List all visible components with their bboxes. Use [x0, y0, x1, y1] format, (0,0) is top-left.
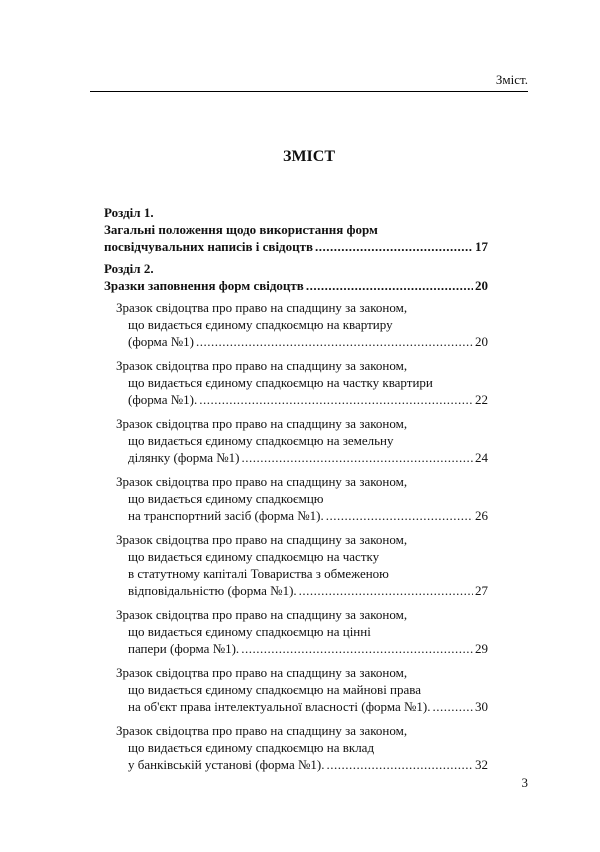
section-title-line: Загальні положення щодо використання форм: [104, 222, 378, 237]
toc-page-number: 22: [475, 392, 488, 407]
entry-line: що видається єдиному спадкоємцю: [128, 491, 324, 506]
toc-page-number: 32: [475, 757, 488, 772]
toc-page-number: 20: [475, 278, 488, 293]
toc-entry[interactable]: [116, 415, 488, 466]
toc-entry-text: (форма №1): [128, 334, 194, 349]
toc-entry-text: на об'єкт права інтелектуальної власності (форма №1).: [128, 699, 431, 714]
entry-line: в статутному капіталі Товариства з обмеженою: [128, 566, 389, 581]
dot-leader: [315, 238, 473, 255]
entry-line: що видається єдиному спадкоємцю на частку квартири: [128, 375, 433, 390]
toc-entry[interactable]: [116, 664, 488, 715]
toc-entry-text: ділянку (форма №1): [128, 450, 240, 465]
toc-leader-line[interactable]: [116, 698, 488, 715]
dot-leader: [432, 698, 473, 715]
toc-entry[interactable]: [116, 357, 488, 408]
entry-line: що видається єдиному спадкоємцю на цінні: [128, 624, 371, 639]
dot-leader: [299, 582, 473, 599]
entry-first-line: Зразок свідоцтва про право на спадщину за законом,: [116, 723, 408, 738]
entry-line: що видається єдиному спадкоємцю на вклад: [128, 740, 375, 755]
dot-leader: [326, 756, 473, 773]
toc-leader-line[interactable]: [116, 582, 488, 599]
toc-leader-line[interactable]: [104, 238, 488, 255]
toc-entry[interactable]: [116, 299, 488, 350]
toc-section: [104, 260, 488, 294]
entry-first-line: Зразок свідоцтва про право на спадщину за законом,: [116, 416, 408, 431]
running-head: [90, 72, 528, 92]
toc-leader-line[interactable]: [104, 277, 488, 294]
entry-first-line: Зразок свідоцтва про право на спадщину за законом,: [116, 474, 408, 489]
toc-entry[interactable]: [116, 722, 488, 773]
toc-entry-text: Зразки заповнення форм свідоцтв: [104, 278, 304, 293]
dot-leader: [306, 277, 473, 294]
toc-page-number: 17: [475, 239, 488, 254]
entry-first-line: Зразок свідоцтва про право на спадщину за законом,: [116, 665, 408, 680]
toc-leader-line[interactable]: [116, 449, 488, 466]
entry-first-line: Зразок свідоцтва про право на спадщину за законом,: [116, 532, 408, 547]
toc-entry-text: у банківській установі (форма №1).: [128, 757, 325, 772]
toc-page-number: 29: [475, 641, 488, 656]
page-number: 3: [521, 775, 528, 790]
dot-leader: [196, 333, 473, 350]
toc-section: [104, 204, 488, 255]
entry-first-line: Зразок свідоцтва про право на спадщину за законом,: [116, 300, 408, 315]
entry-line: що видається єдиному спадкоємцю на частку: [128, 549, 380, 564]
toc-entry[interactable]: [116, 473, 488, 524]
entry-first-line: Зразок свідоцтва про право на спадщину за законом,: [116, 358, 408, 373]
running-head-text: Зміст.: [495, 72, 528, 87]
toc-leader-line[interactable]: [116, 507, 488, 524]
toc-page-number: 30: [475, 699, 488, 714]
page-title: ЗМІСТ: [283, 148, 335, 165]
toc-entry-text: (форма №1).: [128, 392, 198, 407]
entry-line: що видається єдиному спадкоємцю на квартиру: [128, 317, 393, 332]
toc-entry-text: папери (форма №1).: [128, 641, 240, 656]
entry-line: що видається єдиному спадкоємцю на майнові права: [128, 682, 422, 697]
toc-page-number: 20: [475, 334, 488, 349]
toc-leader-line[interactable]: [116, 640, 488, 657]
toc-leader-line[interactable]: [116, 333, 488, 350]
dot-leader: [199, 391, 473, 408]
table-of-contents: [104, 204, 488, 780]
entry-line: що видається єдиному спадкоємцю на земельну: [128, 433, 394, 448]
dot-leader: [241, 449, 473, 466]
toc-entry-text: посвідчувальних написів і свідоцтв: [104, 239, 314, 254]
toc-page-number: 26: [475, 508, 488, 523]
entry-first-line: Зразок свідоцтва про право на спадщину за законом,: [116, 607, 408, 622]
toc-entry[interactable]: [116, 531, 488, 599]
toc-page-number: 27: [475, 583, 488, 598]
toc-entry-text: на транспортний засіб (форма №1).: [128, 508, 324, 523]
toc-page-number: 24: [475, 450, 488, 465]
toc-leader-line[interactable]: [116, 391, 488, 408]
section-heading: Розділ 1.: [104, 205, 154, 220]
toc-leader-line[interactable]: [116, 756, 488, 773]
toc-entry-text: відповідальністю (форма №1).: [128, 583, 297, 598]
dot-leader: [326, 507, 473, 524]
dot-leader: [241, 640, 473, 657]
toc-entry[interactable]: [116, 606, 488, 657]
section-heading: Розділ 2.: [104, 261, 154, 276]
